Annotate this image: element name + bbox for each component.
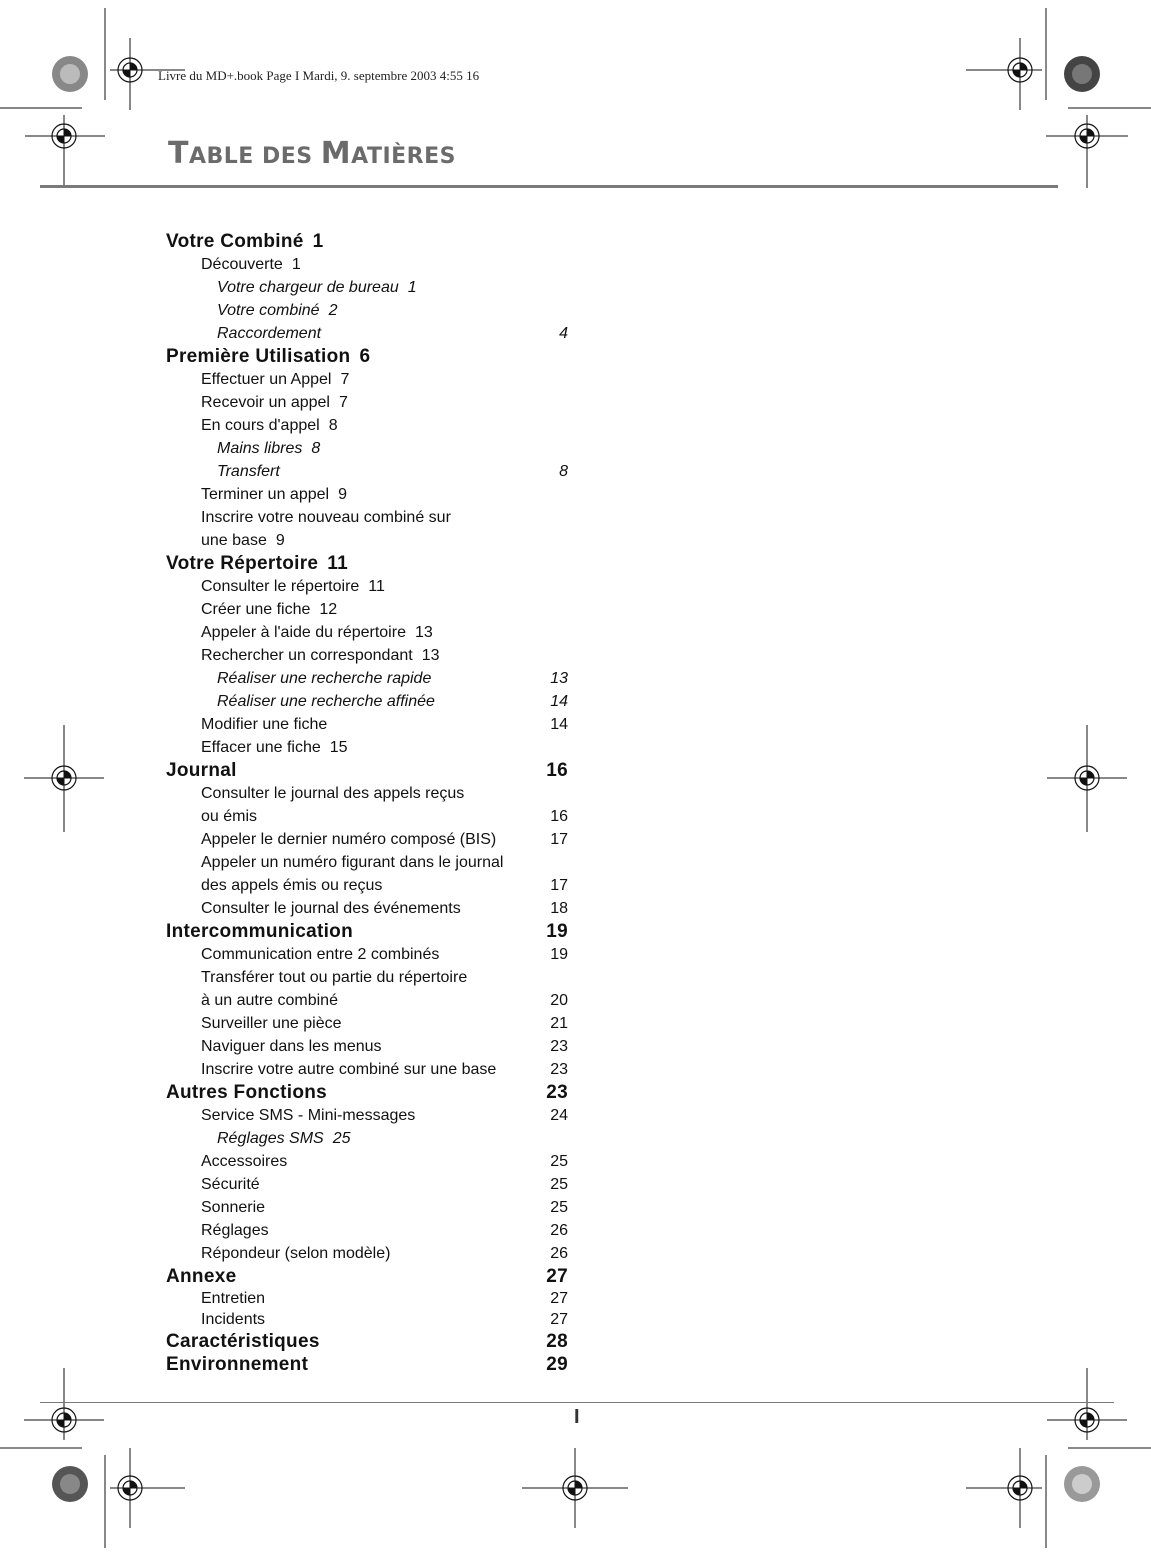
toc-entry-title: En cours d'appel <box>201 417 320 434</box>
toc-entry-title: Recevoir un appel <box>201 394 330 411</box>
toc-chapter[interactable] <box>166 552 586 575</box>
toc-subsection[interactable] <box>166 322 586 345</box>
toc-entry-title: Intercommunication <box>166 921 353 942</box>
toc-section[interactable] <box>166 1035 586 1058</box>
toc-section[interactable] <box>166 621 586 644</box>
toc-chapter[interactable] <box>166 1265 586 1288</box>
table-of-contents <box>166 230 586 1376</box>
toc-section[interactable] <box>166 1219 586 1242</box>
toc-section[interactable] <box>166 782 586 805</box>
color-wheel-icon <box>52 56 88 92</box>
toc-page-number: 7 <box>340 371 350 388</box>
toc-page-number: 26 <box>550 1245 568 1262</box>
toc-section[interactable] <box>166 414 586 437</box>
toc-section[interactable] <box>166 368 586 391</box>
toc-entry-title: Sonnerie <box>201 1199 266 1216</box>
toc-entry-title: Communication entre 2 combinés <box>201 946 440 963</box>
color-wheel-icon <box>1064 56 1100 92</box>
toc-page-number: 4 <box>559 325 568 342</box>
toc-subsection[interactable] <box>166 1127 586 1150</box>
toc-entry-title: ou émis <box>201 808 258 825</box>
toc-subsection[interactable] <box>166 437 586 460</box>
toc-section[interactable] <box>166 828 586 851</box>
toc-section[interactable] <box>166 897 586 920</box>
toc-section[interactable] <box>166 989 586 1012</box>
toc-subsection[interactable] <box>166 690 586 713</box>
toc-section[interactable] <box>166 1196 586 1219</box>
toc-entry-title: à un autre combiné <box>201 992 338 1009</box>
toc-entry-title: Découverte <box>201 256 283 273</box>
toc-entry-title: une base <box>201 532 267 549</box>
toc-page-number: 24 <box>550 1107 568 1124</box>
toc-entry-title: Inscrire votre autre combiné sur une base <box>201 1061 497 1078</box>
running-header: Livre du MD+.book Page I Mardi, 9. septembre 2003 4:55 16 <box>158 68 480 83</box>
toc-entry-title: Votre Combiné <box>166 231 304 252</box>
toc-subsection[interactable] <box>166 299 586 322</box>
toc-entry-title: Service SMS - Mini-messages <box>201 1107 416 1124</box>
toc-entry-title: Raccordement <box>217 325 322 342</box>
toc-subsection[interactable] <box>166 460 586 483</box>
toc-entry-title: Transférer tout ou partie du répertoire <box>201 969 468 986</box>
toc-section[interactable] <box>166 506 586 529</box>
toc-page-number: 13 <box>550 670 568 687</box>
toc-page-number: 11 <box>327 553 348 574</box>
color-wheel-icon <box>52 1466 88 1502</box>
toc-chapter[interactable] <box>166 1081 586 1104</box>
toc-subsection[interactable] <box>166 667 586 690</box>
toc-entry-title: Environnement <box>166 1354 309 1375</box>
page-number: I <box>574 1406 580 1428</box>
toc-chapter[interactable] <box>166 345 586 368</box>
registration-mark-icon <box>0 1368 104 1448</box>
toc-entry-title: Votre chargeur de bureau <box>217 279 399 296</box>
toc-entry-title: Votre Répertoire <box>166 553 319 574</box>
toc-chapter[interactable] <box>166 759 586 782</box>
toc-page-number: 11 <box>368 578 385 595</box>
toc-page-number: 19 <box>550 946 568 963</box>
toc-page-number: 18 <box>550 900 568 917</box>
toc-page-number: 9 <box>275 532 285 549</box>
registration-mark-icon <box>522 1448 628 1528</box>
toc-entry-title: Caractéristiques <box>166 1331 320 1352</box>
toc-entry-title: Entretien <box>201 1290 266 1307</box>
page-title <box>168 136 456 171</box>
toc-page-number: 12 <box>319 601 338 618</box>
toc-page-number: 14 <box>550 716 568 733</box>
toc-entry-title: Votre combiné <box>217 302 320 319</box>
toc-page-number: 25 <box>550 1199 568 1216</box>
toc-entry-title: Surveiller une pièce <box>201 1015 342 1032</box>
toc-section[interactable] <box>166 483 586 506</box>
toc-entry-title: Réglages SMS <box>217 1130 324 1147</box>
toc-page-number: 21 <box>550 1015 568 1032</box>
toc-section[interactable] <box>166 529 586 552</box>
toc-entry-title: Rechercher un correspondant <box>201 647 413 664</box>
toc-section[interactable] <box>166 943 586 966</box>
toc-section[interactable] <box>166 644 586 667</box>
footer-rule <box>40 1402 1114 1403</box>
toc-entry-title: Réaliser une recherche rapide <box>217 670 432 687</box>
toc-entry-title: Terminer un appel <box>201 486 330 503</box>
toc-page-number: 25 <box>332 1130 351 1147</box>
toc-page-number: 16 <box>550 808 568 825</box>
toc-entry-title: Annexe <box>166 1266 237 1287</box>
toc-page-number: 25 <box>550 1153 568 1170</box>
toc-entry-title: Sécurité <box>201 1176 260 1193</box>
toc-section[interactable] <box>166 851 586 874</box>
toc-entry-title: des appels émis ou reçus <box>201 877 383 894</box>
toc-page-number: 29 <box>546 1354 568 1375</box>
toc-page-number: 25 <box>550 1176 568 1193</box>
toc-entry-title: Réaliser une recherche affinée <box>217 693 435 710</box>
toc-page-number: 23 <box>550 1061 568 1078</box>
title-rule <box>40 185 1058 188</box>
toc-page-number: 8 <box>559 463 568 480</box>
toc-entry-title: Mains libres <box>217 440 303 457</box>
toc-entry-title: Créer une fiche <box>201 601 311 618</box>
toc-entry-title: Effacer une fiche <box>201 739 321 756</box>
toc-section[interactable] <box>166 736 586 759</box>
toc-section[interactable] <box>166 253 586 276</box>
toc-chapter[interactable] <box>166 920 586 943</box>
color-wheel-icon <box>1064 1466 1100 1502</box>
toc-page-number: 2 <box>328 302 338 319</box>
toc-entry-title: Réglages <box>201 1222 269 1239</box>
toc-entry-title: Accessoires <box>201 1153 288 1170</box>
title-part: ABLE DES <box>188 144 321 169</box>
toc-page-number: 14 <box>550 693 568 710</box>
title-initial: T <box>168 136 189 171</box>
toc-entry-title: Autres Fonctions <box>166 1082 328 1103</box>
toc-entry-title: Consulter le journal des appels reçus <box>201 785 465 802</box>
toc-section[interactable] <box>166 1288 586 1309</box>
toc-section[interactable] <box>166 1242 586 1265</box>
toc-page-number: 26 <box>550 1222 568 1239</box>
toc-page-number: 1 <box>291 256 301 273</box>
toc-page-number: 19 <box>546 921 568 942</box>
toc-entry-title: Effectuer un Appel <box>201 371 332 388</box>
registration-mark-icon <box>966 1448 1046 1548</box>
toc-section[interactable] <box>166 1104 586 1127</box>
registration-mark-icon <box>1047 725 1127 832</box>
toc-section[interactable] <box>166 805 586 828</box>
registration-mark-icon <box>966 8 1046 110</box>
toc-page-number: 27 <box>550 1311 568 1328</box>
toc-entry-title: Répondeur (selon modèle) <box>201 1245 391 1262</box>
title-part: ATIÈRES <box>351 144 456 169</box>
toc-entry-title: Appeler un numéro figurant dans le journal <box>201 854 504 871</box>
registration-mark-icon <box>1047 1368 1151 1448</box>
toc-page-number: 27 <box>550 1290 568 1307</box>
toc-entry-title: Incidents <box>201 1311 266 1328</box>
toc-section[interactable] <box>166 966 586 989</box>
toc-entry-title: Inscrire votre nouveau combiné sur <box>201 509 451 526</box>
toc-section[interactable] <box>166 575 586 598</box>
toc-page-number: 13 <box>414 624 433 641</box>
toc-entry-title: Appeler le dernier numéro composé (BIS) <box>201 831 497 848</box>
toc-entry-title: Consulter le journal des événements <box>201 900 461 917</box>
toc-page-number: 23 <box>546 1082 568 1103</box>
toc-entry-title: Consulter le répertoire <box>201 578 360 595</box>
toc-page-number: 27 <box>546 1266 568 1287</box>
toc-page-number: 13 <box>421 647 440 664</box>
toc-page-number: 8 <box>311 440 321 457</box>
toc-section[interactable] <box>166 713 586 736</box>
toc-page-number: 15 <box>329 739 348 756</box>
toc-section[interactable] <box>166 1012 586 1035</box>
toc-chapter[interactable] <box>166 1353 586 1376</box>
toc-entry-title: Journal <box>166 760 237 781</box>
toc-section[interactable] <box>166 1150 586 1173</box>
toc-page-number: 28 <box>546 1331 568 1352</box>
toc-page-number: 1 <box>312 231 324 252</box>
toc-section[interactable] <box>166 1058 586 1081</box>
toc-subsection[interactable] <box>166 276 586 299</box>
toc-entry-title: Transfert <box>217 463 280 480</box>
toc-section[interactable] <box>166 1309 586 1330</box>
registration-mark-icon <box>0 108 105 188</box>
toc-page-number: 9 <box>338 486 347 503</box>
toc-page-number: 8 <box>328 417 338 434</box>
toc-entry-title: Première Utilisation <box>166 346 351 367</box>
toc-section[interactable] <box>166 874 586 897</box>
toc-section[interactable] <box>166 598 586 621</box>
registration-mark-icon <box>105 8 185 110</box>
toc-page-number: 17 <box>550 831 568 848</box>
registration-mark-icon <box>105 1448 185 1548</box>
toc-chapter[interactable] <box>166 1330 586 1353</box>
toc-page-number: 17 <box>550 877 568 894</box>
registration-mark-icon <box>1046 108 1151 188</box>
toc-entry-title: Appeler à l'aide du répertoire <box>201 624 406 641</box>
toc-page-number: 1 <box>407 279 417 296</box>
toc-page-number: 16 <box>546 760 568 781</box>
toc-page-number: 6 <box>359 346 371 367</box>
toc-page-number: 20 <box>550 992 568 1009</box>
toc-chapter[interactable] <box>166 230 586 253</box>
toc-entry-title: Naviguer dans les menus <box>201 1038 382 1055</box>
toc-page-number: 23 <box>550 1038 568 1055</box>
title-initial: M <box>320 136 352 171</box>
toc-page-number: 7 <box>338 394 348 411</box>
toc-entry-title: Modifier une fiche <box>201 716 328 733</box>
toc-section[interactable] <box>166 1173 586 1196</box>
registration-mark-icon <box>24 725 104 832</box>
toc-section[interactable] <box>166 391 586 414</box>
